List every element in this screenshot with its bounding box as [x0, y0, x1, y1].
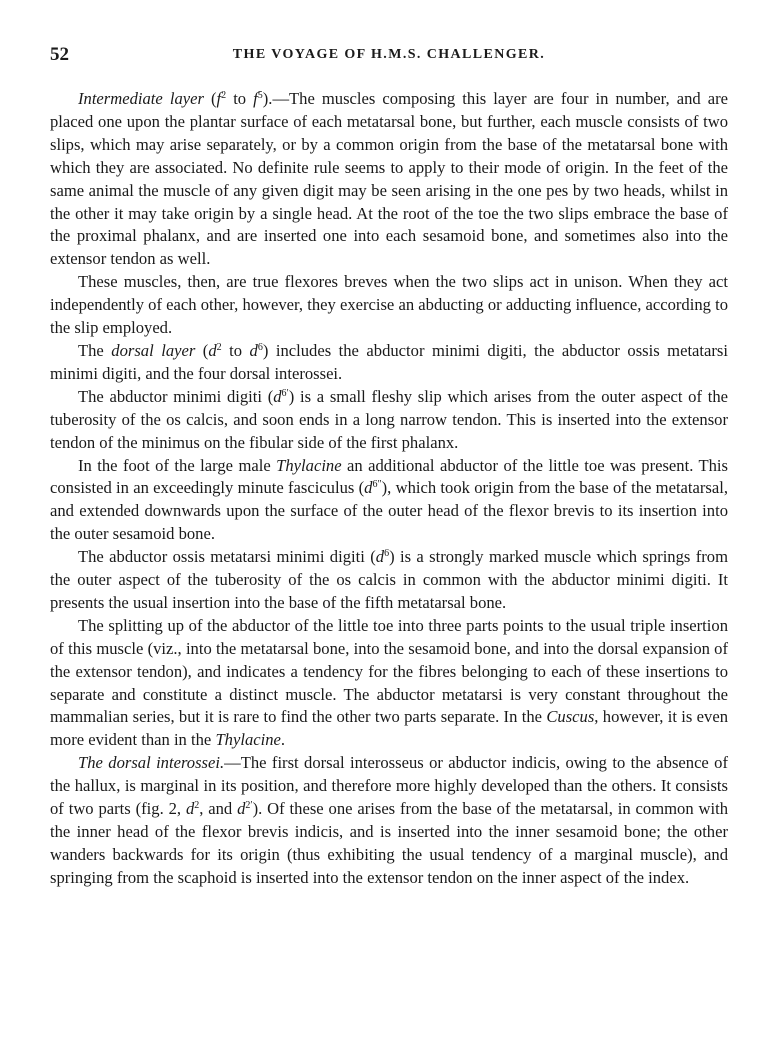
symbol: d — [237, 799, 246, 819]
italic-term: Thylacine — [276, 455, 342, 475]
page-body — [50, 88, 728, 890]
paragraph-thylacine-abductor: In the foot of the large male Thylacine an additional abductor of the little toe was present. This consisted in an exceedingly minute fasciculus $(d^{6''})$, which took origin from the base of the metatarsal, and extended downwards upon the surface of the outer head of the flexor brevis to its insertion into the outer sesamoid bone. — [50, 455, 728, 544]
symbol: f — [253, 89, 258, 108]
symbol: d — [185, 799, 195, 819]
symbol: d — [375, 547, 385, 567]
symbol: d — [208, 340, 217, 360]
superscript: 6′ — [281, 387, 289, 399]
running-head: THE VOYAGE OF H.M.S. CHALLENGER. — [232, 47, 546, 62]
paragraph-flexores-breves: These muscles, then, are true flexores breves when the two slips act in unison. When they act independently of each other, however, they exercise an abducting or adducting influence, according to the slip employed. — [50, 272, 728, 338]
italic-term: dorsal layer — [111, 340, 196, 360]
paragraph-dorsal-interossei: The dorsal interossei.—The first dorsal interosseus or abductor indicis, owing to the absence of the hallux, is marginal in its position, and therefore more highly developed than the others. It consists of two parts (fig. 2, $d^2$, and $d^{2'}$). Of these one arises from the base of the metatarsal, in common with the inner head of the flexor brevis indicis, and is inserted into the inner sesamoid bone; the other wanders backwards for its origin (thus exhibiting the usual tendency of a marginal muscle), and springing from the scaphoid is inserted into the extensor tendon on the inner aspect of the index. — [50, 753, 728, 887]
page-header — [50, 44, 728, 74]
paragraph-abductor-ossis-metatarsi: The abductor ossis metatarsi minimi digiti $(d^6)$ is a strongly marked muscle which springs from the outer aspect of the tuberosity of the os calcis in common with the abductor minimi digiti. It presents the usual insertion into the base of the fifth metatarsal bone. — [50, 547, 728, 612]
paragraph-abductor-minimi-digiti: The abductor minimi digiti $(d^{6'})$ is a small fleshy slip which arises from the outer aspect of the tuberosity of the os calcis, and soon ends in a long narrow tendon. This is inserted into the extensor tendon of the minimus on the fibular side of the first phalanx. — [50, 386, 728, 452]
superscript: 6″ — [372, 479, 382, 491]
superscript: 6 — [384, 548, 390, 560]
superscript: 2′ — [245, 800, 253, 812]
page — [50, 44, 728, 890]
symbol: f — [216, 89, 222, 108]
italic-term: Thylacine — [215, 730, 281, 750]
section-heading: Intermediate layer — [78, 89, 204, 108]
paragraph-dorsal-layer: The dorsal layer ($d^2$ to $d^6$) includes the abductor minimi digiti, the abductor ossis metatarsi minimi digiti, and the four dorsal interossei. — [50, 340, 728, 383]
symbol: d — [364, 478, 373, 498]
section-heading: The dorsal interossei. — [78, 753, 225, 773]
page-number: 52 — [50, 44, 69, 65]
symbol: d — [273, 386, 282, 406]
superscript: 5 — [257, 90, 263, 101]
superscript: 2 — [216, 341, 222, 353]
superscript: 6 — [257, 341, 263, 353]
paragraph-intermediate-layer: Intermediate layer ($f^2$ to $f^5).—The$ muscles composing this layer are four in number, and are placed one upon the plantar surface of each metatarsal bone, but further, each muscle consists of two slips, which may arise separately, or by a common origin from the base of the metatarsal bone with which they are associated. No definite rule seems to apply to their mode of origin. In the feet of the same animal the muscle of any given digit may be seen arising in the one pes by two heads, whilst in the other it may take origin by a single head. At the root of the toe the two slips embrace the base of the proximal phalanx, and are inserted one into each sesamoid bone, and sometimes also into the extensor tendon as well. — [50, 89, 728, 269]
italic-term: Cuscus — [546, 707, 595, 727]
superscript: 2 — [221, 90, 227, 101]
paragraph-splitting-up: The splitting up of the abductor of the little toe into three parts points to the usual triple insertion of this muscle (viz., into the metatarsal bone, into the sesamoid bone, and into the dorsal expansion of the extensor tendon), and indicates a tendency for the fibres belonging to each of these insertions to separate and constitute a distinct muscle. The abductor metatarsi is very constant throughout the mammalian series, but it is rare to find the other two parts separate. In the Cuscus, however, it is even more evident than in the Thylacine. — [50, 615, 728, 750]
symbol: d — [249, 340, 258, 360]
superscript: 2 — [194, 800, 200, 812]
